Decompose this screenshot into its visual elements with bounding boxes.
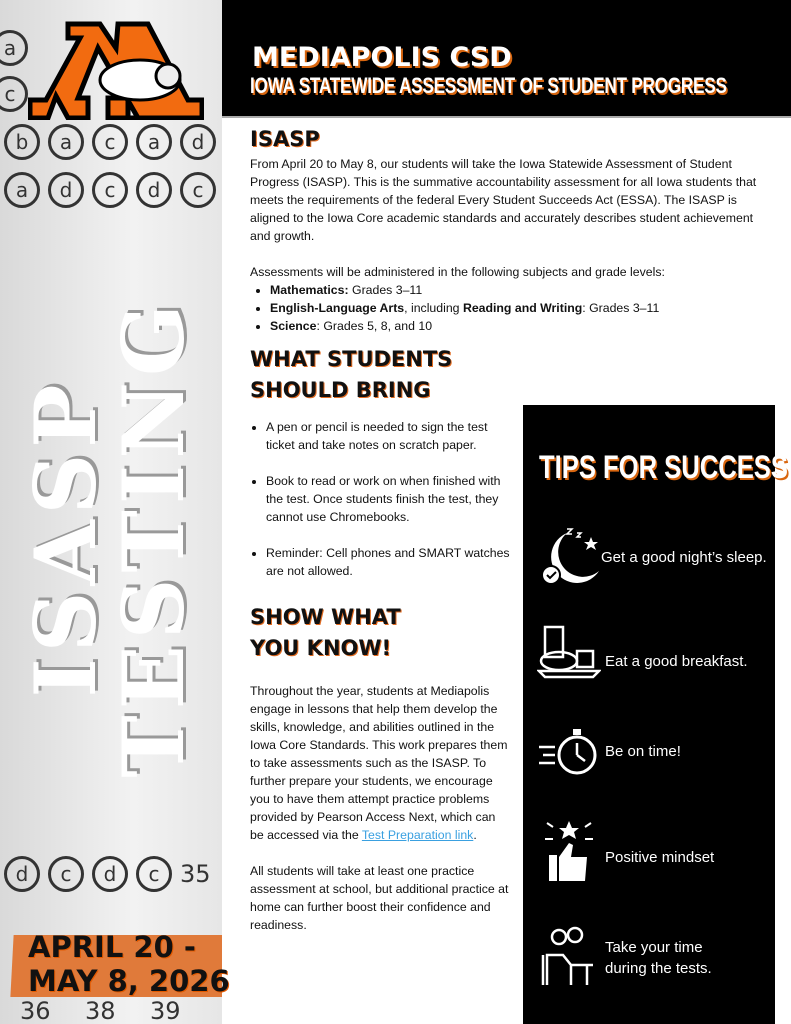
breakfast-icon (537, 625, 601, 681)
question-number: 36 (20, 997, 51, 1024)
bubble: c (92, 124, 128, 160)
mediapolis-bulldog-logo (28, 18, 204, 120)
page-header (222, 0, 791, 118)
bubble: a (136, 124, 172, 160)
list-item: • Reminder: Cell phones and SMART watches are not allowed. (266, 544, 510, 580)
student-desk-icon (537, 925, 601, 989)
bubble: a (0, 30, 28, 66)
subjects-list (270, 281, 775, 335)
tips-panel (523, 405, 788, 1024)
question-number: 38 (85, 997, 116, 1024)
subjects-intro: Assessments will be administered in the following subjects and grade levels: (250, 265, 665, 279)
bring-list (266, 418, 510, 580)
list-item: • Book to read or work on when finished with the test. Once students finish the test, they cannot use Chromebooks. (266, 472, 510, 526)
bubble: c (92, 172, 128, 208)
practice-paragraph: All students will take at least one practice assessment at school, but additional practice at home can further boost their confidence and readiness. (250, 864, 509, 932)
testing-dates: APRIL 20 - MAY 8, 2026 (28, 930, 230, 998)
bubble: c (180, 172, 216, 208)
list-item: • English-Language Arts, including Reading and Writing: Grades 3–11 (270, 299, 775, 317)
bubble: c (136, 856, 172, 892)
tip-sleep (523, 525, 775, 605)
stopwatch-icon (537, 725, 601, 781)
tip-label: Get a good night’s sleep. (601, 549, 767, 566)
intro-paragraph: From April 20 to May 8, our students will take the Iowa Statewide Assessment of Student Progress (ISASP). This is the summative accountability assessment for all Iowa students that meets the requirements of the federal Every Student Succeeds Act (ESSA). The ISASP is aligned to the Iowa Core academic standards and accurately describes student achievement and growth. (250, 157, 757, 243)
answer-sheet-background (0, 0, 222, 1024)
section-heading: ISASP (250, 127, 320, 151)
header-subtitle: IOWA STATEWIDE ASSESSMENT OF STUDENT PROGRESS (250, 73, 727, 98)
tip-breakfast (523, 625, 775, 705)
question-number: 35 (180, 860, 211, 888)
sleep-icon (537, 525, 601, 589)
thumbs-up-icon (537, 815, 601, 885)
bubble: a (48, 124, 84, 160)
tip-label: Be on time! (605, 743, 681, 760)
isasp-section (250, 124, 775, 335)
bubble: c (48, 856, 84, 892)
tip-take-time (523, 925, 775, 1005)
district-name: MEDIAPOLIS CSD (252, 42, 512, 73)
bubble: c (0, 76, 28, 112)
bubble: a (4, 172, 40, 208)
tips-title: TIPS FOR SUCCESS (539, 449, 788, 485)
list-item: • Mathematics: Grades 3–11 (270, 281, 775, 299)
question-number: 39 (150, 997, 181, 1024)
tip-label: Eat a good breakfast. (605, 653, 748, 670)
tip-mindset (523, 815, 775, 895)
bubble: b (4, 124, 40, 160)
test-preparation-link[interactable]: Test Preparation link (361, 828, 474, 842)
bubble: d (180, 124, 216, 160)
tip-label: Positive mindset (605, 849, 715, 866)
tip-on-time (523, 725, 775, 805)
what-to-bring-section (250, 344, 510, 934)
list-item: • Science: Grades 5, 8, and 10 (270, 317, 775, 335)
section-heading: WHAT STUDENTS SHOULD BRING (250, 347, 453, 402)
tip-label: Take your time during the tests. (605, 939, 712, 977)
list-item: • A pen or pencil is needed to sign the test ticket and take notes on scratch paper. (266, 418, 510, 454)
bubble: d (136, 172, 172, 208)
bubble: d (48, 172, 84, 208)
bubble: d (4, 856, 40, 892)
bubble: d (92, 856, 128, 892)
show-paragraph: Throughout the year, students at Mediapolis engage in lessons that help them develop the skills, knowledge, and abilities outlined in the Iowa Core Standards. This work prepares them to take assessments such as the ISASP. To further prepare your students, we encourage you to have them attempt practice problems provided by Pearson Access Next, which can be accessed via the Test Preparation link. (250, 684, 508, 842)
section-heading: SHOW WHAT YOU KNOW! (250, 605, 401, 660)
isasp-testing-vertical-title: ISASP TESTING (16, 298, 203, 778)
